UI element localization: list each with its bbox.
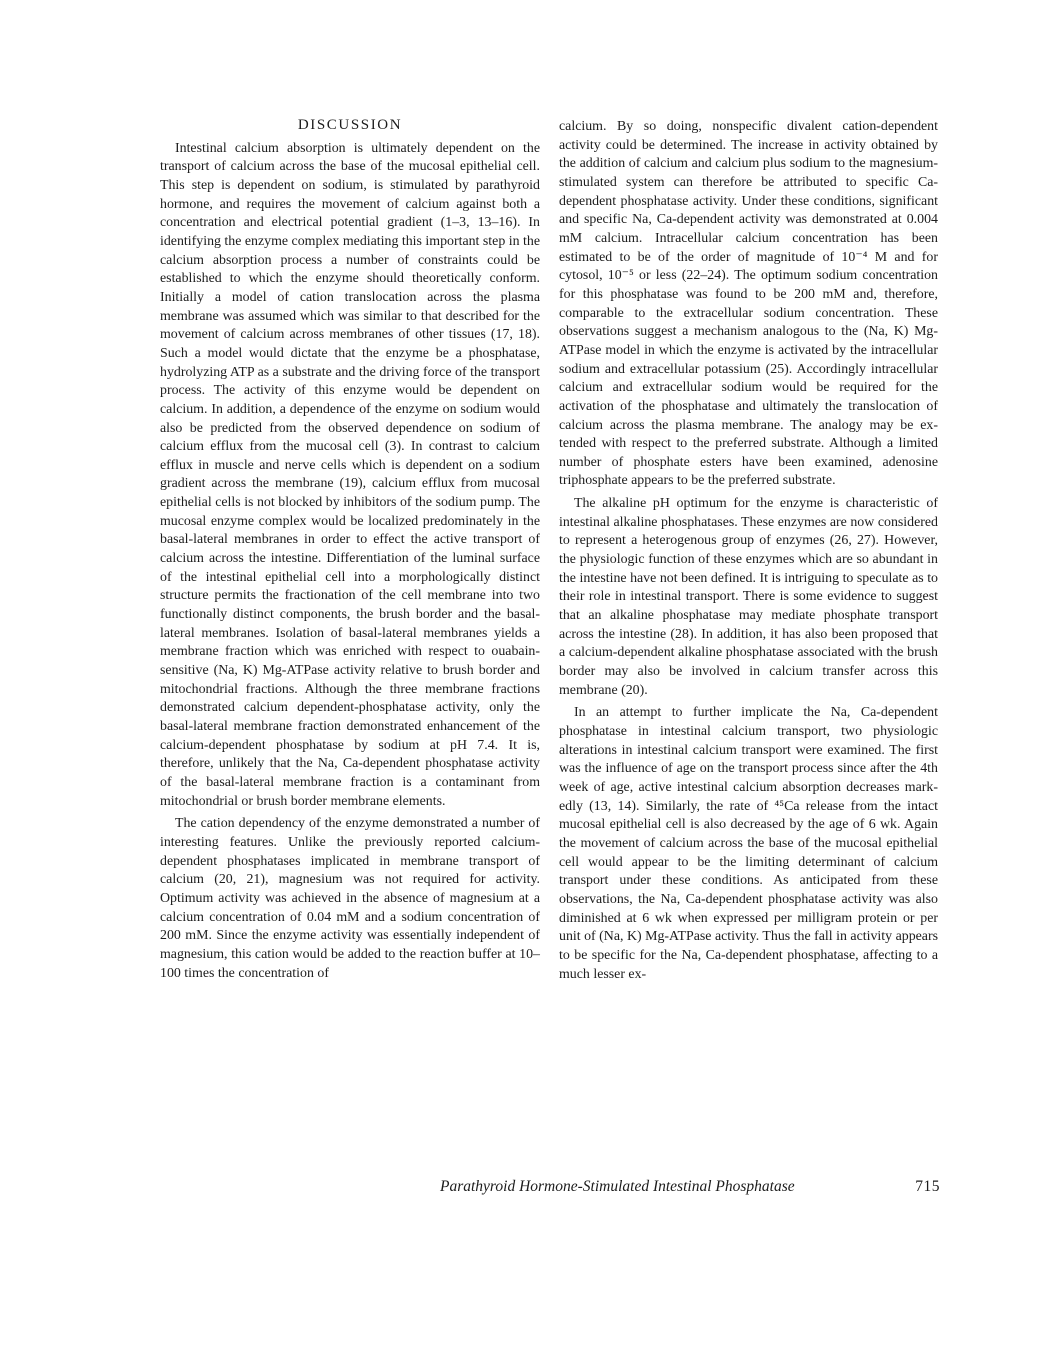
paragraph: In an attempt to further implicate the Na, Ca-dependent phosphatase in intestinal calcium transport, two physiologic alterations in intestinal calcium transport were examined. The first was the influence of age on the transport process since after the 4th week of age, active intestinal calcium absorption decreases markedly (13, 14). Similarly, the rate of ⁴⁵Ca release from the intact mucosal epithelial cell is also decreased by the age of 6 wk. Again the movement of calcium across the base of the mucosal epithelial cell would appear to be the limiting determinant of calcium transport under these conditions. As anticipated from these observations, the Na, Ca-dependent phosphatase activity was also diminished at 6 wk when expressed per milligram protein or per unit of (Na, K) Mg-ATPase activity. Thus the fall in activity appears to be specific for the Na, Ca-dependent phosphatase, affecting to a much lesser ex- [559, 705, 938, 982]
left-column [160, 116, 540, 987]
paragraph: The alkaline pH optimum for the enzyme is characteristic of intestinal alkaline phosphatases. These enzymes are now considered to represent a heterogenous group of enzymes (26, 27). However, the physiologic function of these enzymes which are so abundant in the intestine have not been defined. It is intriguing to speculate as to their role in intestinal transport. There is some evidence to suggest that an alkaline phosphatase may mediate phosphate transport across the intestine (28). In addition, it has also been proposed that a calcium-dependent alkaline phosphatase associated with the brush border may also be involved in calcium transfer across this membrane (20). [559, 496, 938, 698]
paragraph: calcium. By so doing, nonspecific divalent cation-dependent activity could be determined. The increase in activity obtained by the addition of calcium and calcium plus sodium to the magnesium-stimulated system can therefore be attributed to specific Ca-dependent phosphatase activity. Under these conditions, significant and specific Na, Ca-dependent activity was demonstrated at 0.004 mM calcium. Intracellular calcium concentration has been estimated to be of the order of magnitude of 10⁻⁴ M and for cytosol, 10⁻⁵ or less (22–24). The optimum sodium concentration for this phosphatase was found to be 200 mM and, therefore, comparable to the extracellular sodium concentration. These observations suggest a mechanism analogous to the (Na, K) Mg-ATPase model in which the enzyme is activated by the intracellular sodium and extracellular potassium (25). Accordingly intracellular calcium and extracellular sodium would be required for the activation of the phosphatase and ultimately the translocation of calcium across the plasma membrane. The analogy may be extended with respect to the preferred substrate. Although a limited number of phosphate esters have been examined, adenosine triphosphate appears to be the preferred substrate. [559, 119, 938, 489]
right-column [559, 118, 938, 988]
paragraph: The cation dependency of the enzyme demonstrated a number of interesting features. Unlike the previously reported calcium-dependent phosphatases implicated in membrane transport of calcium (20, 21), magnesium was not required for activity. Optimum activity was achieved in the absence of magnesium at a calcium concentration of 0.04 mM and a sodium concentration of 200 mM. Since the enzyme activity was essentially independent of magnesium, this cation would be added to the reaction buffer at 10–100 times the concentration of [160, 816, 540, 981]
page-number: 715 [915, 1178, 940, 1195]
running-title: Parathyroid Hormone-Stimulated Intestinal Phosphatase [440, 1178, 795, 1195]
paragraph: Intestinal calcium absorption is ultimately dependent on the transport of calcium across the base of the mucosal epithelial cell. This step is dependent on sodium, is stimulated by parathyroid hormone, and requires the movement of calcium against both a concentration and electrical potential gradient (1–3, 13–16). In identifying the enzyme complex mediating this important step in the calcium absorption process a number of constraints could be established to which the enzyme should theoretically conform. Initially a model of cation translocation across the plasma membrane was assumed which was similar to that described for the movement of calcium across membranes of other tissues (17, 18). Such a model would dictate that the enzyme be a phosphatase, hydrolyzing ATP as a substrate and the driving force of the transport process. The activity of this enzyme would be dependent on calcium. In addition, a dependence of the enzyme on sodium would also be predicted from the observed dependence on sodium of calcium efflux from the mucosal cell (3). In contrast to calcium efflux in muscle and nerve cells which is dependent on a sodium gradient across the membrane (19), calcium efflux from mucosal epithelial cells is not blocked by inhibitors of the sodium pump. The mucosal enzyme complex would be localized predominately in the basal-lateral membranes in order to effect the active transport of calcium across the intestine. Differentiation of the luminal surface of the intestinal epithelial cell into a morphologically distinct structure permits the fractionation of the cell membrane into two functionally distinct components, the brush border and the basal-lateral membranes. Isolation of basal-lateral membranes yields a membrane fraction which was enriched with respect to ouabain-sensitive (Na, K) Mg-ATPase activity relative to brush border and mitochondrial fractions. Although the three membrane fractions demonstrated calcium dependent-phosphatase activity, only the basal-lateral membrane fraction demonstrated enhancement of the calcium-dependent phosphatase by sodium at pH 7.4. It is, therefore, unlikely that the Na, Ca-dependent phosphatase activity of the basal-lateral membrane fraction is a contaminant from mitochondrial or brush border membrane elements. [160, 140, 540, 809]
section-heading: DISCUSSION [297, 117, 403, 133]
